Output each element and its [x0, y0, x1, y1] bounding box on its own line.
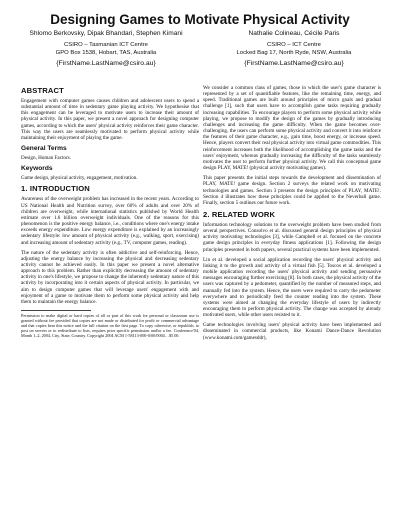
left-column [21, 83, 199, 339]
abstract-text: Engagement with computer games causes children and adolescent users to spend a substantial amount of time in sedentary game playing activity. We hypothesise that this engagement can be leveraged to motivate users to increase their amount of physical activity. In this paper, we present a novel approach for designing computer games, according to which the users' physical activity reinforces their game character. This way the users are seamlessly motivated to perform physical activity while maintaining their enjoyment of playing the game. [21, 98, 199, 141]
related-work-paragraph: Information technology solutions to the overweight problem have been studied from several perspectives. Consolvo et al. discussed general design principles of physical activity motivating technologies [3], while Campbell et al. focused on the concrete game design principles in everyday fitness applications [1]. Following the design principles presented in both papers, several practical systems have been implemented. [203, 221, 381, 253]
affiliation-right [208, 30, 380, 68]
keywords-heading: Keywords [21, 165, 53, 173]
paper-title: Designing Games to Motivate Physical Activity [50, 12, 350, 27]
author-organization: CSIRO – ICT Centre [267, 42, 321, 49]
author-email: {FirstName.LastName@csiro.au} [244, 60, 344, 67]
author-email: {FirstName.LastName@csiro.au} [56, 60, 156, 67]
keywords-text: Game design, physical activity, engagement, motivation. [21, 175, 138, 182]
related-work-paragraph: Lin et al. developed a social application recording the users' physical activity and linking it to the growth and activity of a virtual fish [5]. Toscos et al. developed a mobile application recording the users' physical activity and sending persuasive messages encouraging further exercising [8]. In both cases, the physical activity of the users was captured by a pedometer, quantified by the number of measured steps, and manually fed into the system. Hence, the users were required to carry the pedometer everywhere and to periodically feed the counter reading into the system. These systems were aimed at changing the everyday lifestyle of users by indirectly encouraging them to perform physical activity. The change was accepted by already motivated users, while other users resisted to it. [203, 256, 381, 319]
author-names: Nathalie Colineau, Cécile Paris [248, 30, 340, 37]
introduction-paragraph: The nature of the sedentary activity is often addictive and self-reinforcing. Hence, adjusting the energy balance by increasing the physical and decreasing sedentary activity cannot be achieved easily. In this paper we present a novel alternative approach to this problem. Rather than explicitly decreasing the amount of sedentary activity in one's lifestyle, we propose to change the inherently sedentary nature of this activity by incorporating into it certain aspects of physical activity. In particular, we aim to design computer games that will leverage users' engagement with and enjoyment of a game to motivate them to perform some physical activity and help them to maintain the energy balance. [21, 249, 199, 305]
author-names: Shlomo Berkovsky, Dipak Bhandari, Stephen Kimani [29, 30, 183, 37]
author-address: Locked Bag 17, North Ryde, NSW, Australia [236, 49, 352, 56]
general-terms-heading: General Terms [21, 145, 67, 153]
introduction-paragraph: Awareness of the overweight problem has increased in the recent years. According to US National Health and Nutrition survey, over 60% of adults and over 20% of children are overweight, while international statistics published by World Health estimate over 1.6 billion overweight individuals. One of the reasons for this phenomenon is the positive energy balance, i.e., conditions where one's energy intake exceeds energy expenditure. Low energy expenditure is explained by an increasingly sedentary lifestyle: low amount of physical activity (e.g., walking, sport, exercising) and increasing amount of sedentary activity (e.g., TV, computer games, reading). [21, 196, 199, 246]
related-work-paragraph: Game technologies involving users' physical activity have been implemented and disseminated in commercial products, like Konami Dance-Dance Revolution (www.konami.com/gamesddr), [203, 322, 381, 341]
author-address: GPO Box 1538, Hobart, TAS, Australia [55, 49, 157, 56]
body-paragraph: This paper presents the initial steps towards the development and dissemination of PLAY, MATE! game design. Section 2 surveys the related work on motivating technologies and games. Section 3 presents the design principles of PLAY, MATE!. Section 4 illustrates how these principles could be applied to the Neverball game. Finally, section 5 outlines our future work. [203, 175, 381, 206]
footnote-divider [21, 310, 91, 311]
related-work-heading: 2. RELATED WORK [203, 209, 276, 219]
author-organization: CSIRO – Tasmanian ICT Centre [64, 42, 148, 49]
affiliation-left [20, 30, 192, 68]
right-column [203, 85, 381, 345]
abstract-heading: ABSTRACT [21, 86, 64, 95]
copyright-footnote: Permission to make digital or hard copies of all or part of this work for personal or classroom use is granted without fee provided that copies are not made or distributed for profit or commercial advantage and that copies bear this notice and the full citation on the first page. To copy otherwise, or republish, to post on servers or to redistribute to lists, requires prior specific permission and/or a fee. Conference'04, Month 1–2, 2004, City, State, Country. Copyright 2004 ACM 1-58113-000-0/00/0004…$5.00. [21, 313, 199, 339]
body-paragraph: We consider a common class of games, those in which the user's game character is represented by a set of quantifiable features, like the remaining time, energy, and speed. Traditional games are built around principles of micro goals and gradual challenge [1], such that users have to accomplish game tasks requiring gradually increasing capabilities. To encourage players to perform some physical activity while playing, we propose to modify the design of the games by gradually introducing challenges and increasing the game difficulty. When the game becomes over-challenging, the users can perform some physical activity and convert it into reinforce the features of their game character, e.g., gain time, boost energy, or increase speed. Hence, players convert their real physical activity into virtual game commodities. This reinforcement increases both the likelihood of accomplishing the game tasks and the users' enjoyment, whereas gradually increasing the difficulty of the tasks seamlessly motivates the user to perform further physical activity. We call this conceptual game design PLAY, MATE! (physical activity motivating games). [203, 85, 381, 172]
general-terms-text: Design, Human Factors. [21, 155, 71, 162]
introduction-heading: 1. INTRODUCTION [21, 184, 90, 194]
